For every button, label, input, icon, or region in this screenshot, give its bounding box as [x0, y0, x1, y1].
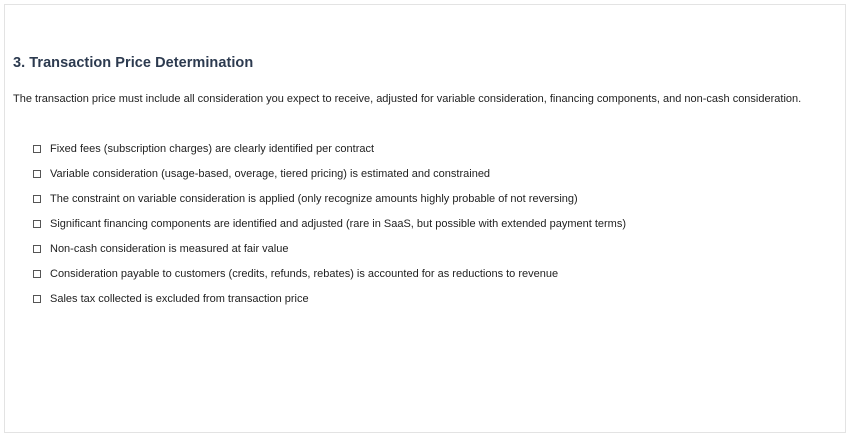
checkbox[interactable]	[33, 195, 41, 203]
checkbox[interactable]	[33, 170, 41, 178]
checkbox[interactable]	[33, 295, 41, 303]
checkbox[interactable]	[33, 245, 41, 253]
checklist-item	[33, 186, 626, 211]
checkbox[interactable]	[33, 270, 41, 278]
checklist-item	[33, 161, 626, 186]
checklist-item-label: The constraint on variable consideration is applied (only recognize amounts highly probable of not reversing)	[50, 192, 578, 205]
document-page	[4, 4, 846, 433]
checklist-item-label: Consideration payable to customers (credits, refunds, rebates) is accounted for as reductions to revenue	[50, 267, 559, 280]
checklist-item-label: Variable consideration (usage-based, overage, tiered pricing) is estimated and constrained	[50, 167, 491, 180]
section-intro: The transaction price must include all consideration you expect to receive, adjusted for variable consideration, financing components, and non-cash consideration.	[13, 93, 802, 105]
checklist-item	[33, 211, 626, 236]
checklist-item	[33, 286, 626, 311]
checklist-item-label: Fixed fees (subscription charges) are clearly identified per contract	[50, 142, 375, 155]
checkbox[interactable]	[33, 220, 41, 228]
checklist-item-label: Significant financing components are identified and adjusted (rare in SaaS, but possible with extended payment terms)	[50, 217, 627, 230]
checklist-item-label: Sales tax collected is excluded from transaction price	[50, 292, 309, 305]
checklist-item	[33, 261, 626, 286]
checklist-item-label: Non-cash consideration is measured at fair value	[50, 242, 289, 255]
section-heading: 3. Transaction Price Determination	[13, 55, 254, 71]
checklist	[33, 136, 626, 311]
checklist-item	[33, 236, 626, 261]
checklist-item	[33, 136, 626, 161]
checkbox[interactable]	[33, 145, 41, 153]
